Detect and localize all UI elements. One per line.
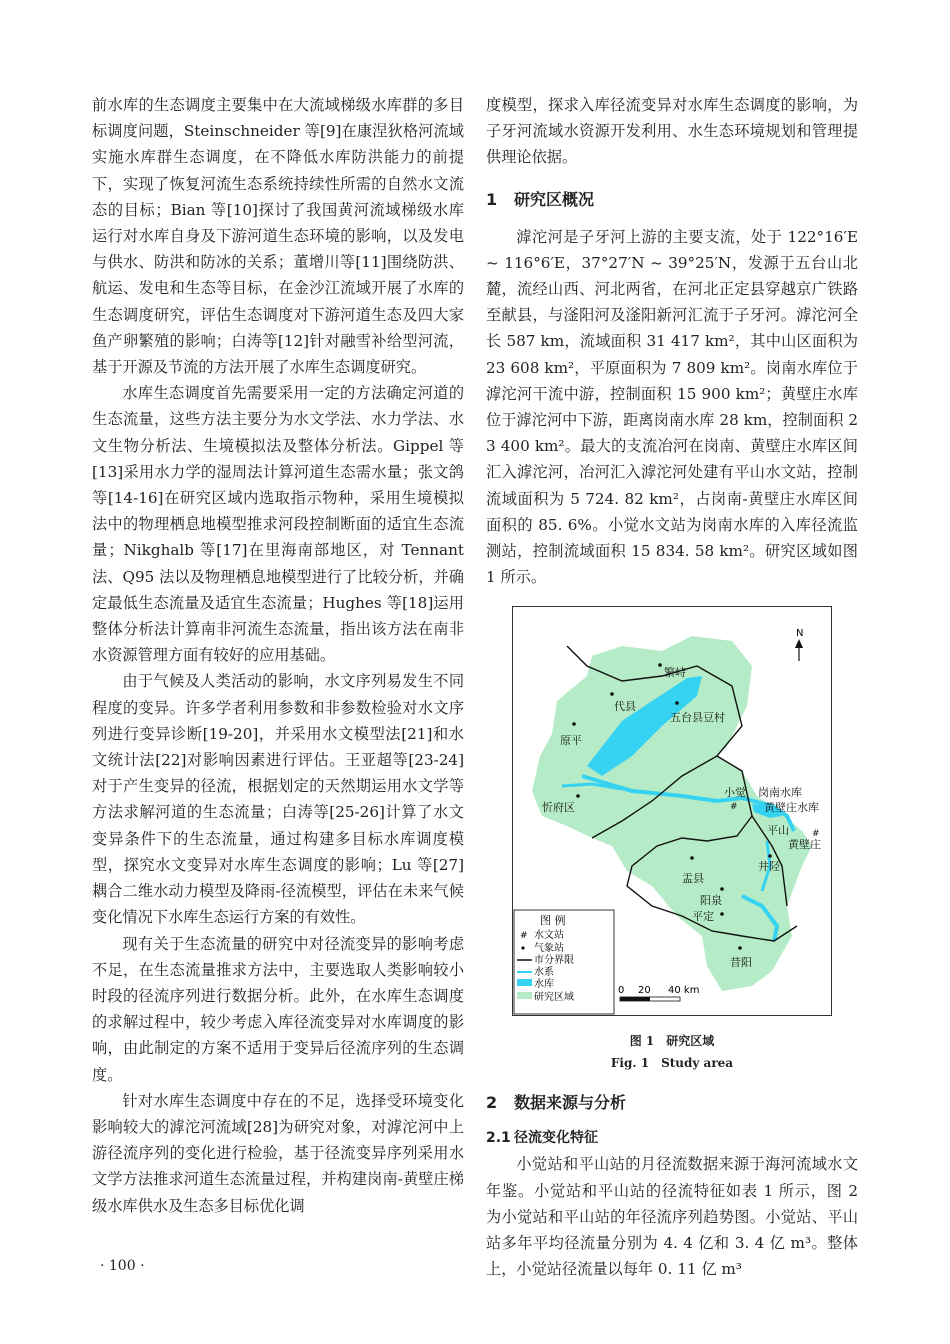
place-label: 井陉 [758, 860, 780, 874]
right-column [486, 92, 858, 1282]
section-heading [486, 187, 858, 210]
section-title: 研究区概况 [514, 189, 595, 209]
place-label: 小觉 [724, 786, 746, 800]
paragraph: 滹沱河是子牙河上游的主要支流，处于 122°16′E ~ 116°6′E，37°27′N ~ 39°25′N，发源于五台山北麓，流经山西、河北两省，在河北正定县穿越京广铁路至献县，与滏阳河及滏阳新河汇流于子牙河。滹沱河全长 587 km，流域面积 31 417 km²，其中山区面积为 23 608 km²，平原面积为 7 809 km²。岗南水库位于滹沱河干流中游，控制面积 15 900 km²；黄壁庄水库位于滹沱河中下游，距离岗南水库 28 km，控制面积 23 400 km²。最大的支流冶河在岗南、黄壁庄水库区间汇入滹沱河，冶河汇入滹沱河处建有平山水文站，控制流域面积为 5 724. 82 km²，占岗南-黄壁庄水库区间面积的 85. 6%。小觉水文站为岗南水库的入库径流监测站，控制流域面积 15 834. 58 km²。研究区域如图 1 所示。 [486, 227, 858, 587]
section-heading [486, 1090, 858, 1113]
place-label: 盂县 [682, 872, 704, 886]
paragraph: 由于气候及人类活动的影响，水文序列易发生不同程度的变异。许多学者利用参数和非参数检验对水文序列进行变异诊断[19-20]，并采用水文模型法[21]和水文统计法[22]对影响因素进行评估。王亚超等[23-24]对于产生变异的径流，根据划定的天然期运用水文学等方法求解河道的生态流量；白涛等[25-26]计算了水文变异条件下的生态流量，通过构建多目标水库调度模型，探究水文变异对水库生态调度的影响；Lu 等[27]耦合二维水动力模型及降雨-径流模型，评估在未来气候变化情况下水库生态运行方案的有效性。 [92, 672, 464, 927]
paragraph: 水库生态调度首先需要采用一定的方法确定河道的生态流量，这些方法主要分为水文学法、水力学法、水文生物分析法、生境模拟法及整体分析法。Gippel 等[13]采用水力学的湿周法计算河道生态需水量；张文鸽等[14-16]在研究区域内选取指示物种，采用生境模拟法中的物理栖息地模型推求河段控制断面的适宜生态流量；Nikghalb 等[17]在里海南部地区，对 Tennant 法、Q95 法以及物理栖息地模型进行了比较分析，并确定最低生态流量及适宜生态流量；Hughes 等[18]运用整体分析法计算南非河流生态流量，指出该方法在南非水资源管理方面有较好的应用基础。 [92, 384, 464, 665]
place-label: 黄壁庄水库 [764, 801, 819, 815]
left-column [92, 92, 464, 1219]
svg-text:0: 0 [618, 985, 625, 997]
hydrological-station-marker: # [812, 829, 820, 840]
place-label: 原平 [560, 734, 582, 748]
svg-text:水系: 水系 [534, 967, 554, 979]
svg-text:#: # [520, 931, 528, 942]
place-label: 五台县豆村 [670, 711, 725, 725]
figure-caption-en: Fig. 1 Study area [610, 1056, 734, 1071]
study-area-map [512, 606, 832, 1016]
place-label: 代县 [614, 700, 636, 714]
place-label: 黄壁庄 [788, 838, 821, 852]
section-title: 数据来源与分析 [514, 1093, 627, 1113]
subsection-number: 2.1 [486, 1130, 511, 1147]
svg-text:市分界限: 市分界限 [534, 955, 574, 967]
section-number: 2 [486, 1093, 498, 1113]
hydrological-station-marker: # [730, 802, 738, 813]
paragraph: 针对水库生态调度中存在的不足，选择受环境变化影响较大的滹沱河流域[28]为研究对象，对滹沱河中上游径流序列的变化进行检验，基于径流变异序列采用水文学方法推求河道生态流量过程，并构建岗南-黄壁庄梯级水库供水及生态多目标优化调 [92, 1091, 464, 1215]
subsection-heading [486, 1127, 858, 1147]
place-label: 忻府区 [542, 801, 575, 815]
section-number: 1 [486, 189, 498, 209]
place-label: 阳泉 [700, 894, 722, 908]
svg-text:研究区域: 研究区域 [534, 992, 574, 1004]
paragraph: 度模型，探求入库径流变异对水库生态调度的影响，为子牙河流域水资源开发利用、水生态环境规划和管理提供理论依据。 [486, 96, 858, 167]
svg-text:20: 20 [638, 985, 651, 997]
study-area-figure [512, 606, 832, 1074]
figure-caption: 图 1 研究区域 [629, 1034, 715, 1049]
place-label: 平山 [767, 824, 789, 838]
svg-text:图 例: 图 例 [540, 914, 566, 928]
svg-text:水文站: 水文站 [534, 930, 564, 942]
page-number: · 100 · [100, 1258, 145, 1274]
place-label: 平定 [692, 910, 714, 924]
paragraph: 前水库的生态调度主要集中在大流域梯级水库群的多目标调度问题，Steinschneider 等[9]在康涅狄格河流域实施水库群生态调度，在不降低水库防洪能力的前提下，实现了恢复河流生态系统持续性所需的自然水文流态的目标；Bian 等[10]探讨了我国黄河流域梯级水库运行对水库自身及下游河道生态环境的影响，以及发电与供水、防洪和防冰的关系；董增川等[11]围绕防洪、航运、发电和生态等目标，在金沙江流域开展了水库的生态调度研究，评估生态调度对下游河道生态及四大家鱼产卵繁殖的影响；白涛等[12]针对融雪补给型河流，基于开源及节流的方法开展了水库生态调度研究。 [92, 96, 464, 377]
paragraph: 小觉站和平山站的月径流数据来源于海河流域水文年鉴。小觉站和平山站的径流特征如表 1 所示，图 2 为小觉站和平山站的年径流序列趋势图。小觉站、平山站多年平均径流量分别为 4. 4 亿和 3. 4 亿 m³。整体上，小觉站径流量以每年 0. 11 亿 m³ [486, 1155, 858, 1279]
svg-text:气象站: 气象站 [534, 943, 564, 955]
place-label: 岗南水库 [758, 786, 802, 800]
place-label: 昔阳 [730, 956, 752, 970]
svg-text:水库: 水库 [534, 979, 554, 991]
svg-text:40 km: 40 km [668, 985, 700, 997]
subsection-title: 径流变化特征 [514, 1130, 598, 1147]
place-label: 繁峙 [664, 666, 686, 680]
map-legend [514, 910, 614, 1014]
svg-text:N: N [796, 628, 804, 640]
paragraph: 现有关于生态流量的研究中对径流变异的影响考虑不足，在生态流量推求方法中，主要选取人类影响较小时段的径流序列进行数据分析。此外，在水库生态调度的求解过程中，较少考虑入库径流变异对水库调度的影响，由此制定的方案不适用于变异后径流序列的生态调度。 [92, 934, 464, 1084]
